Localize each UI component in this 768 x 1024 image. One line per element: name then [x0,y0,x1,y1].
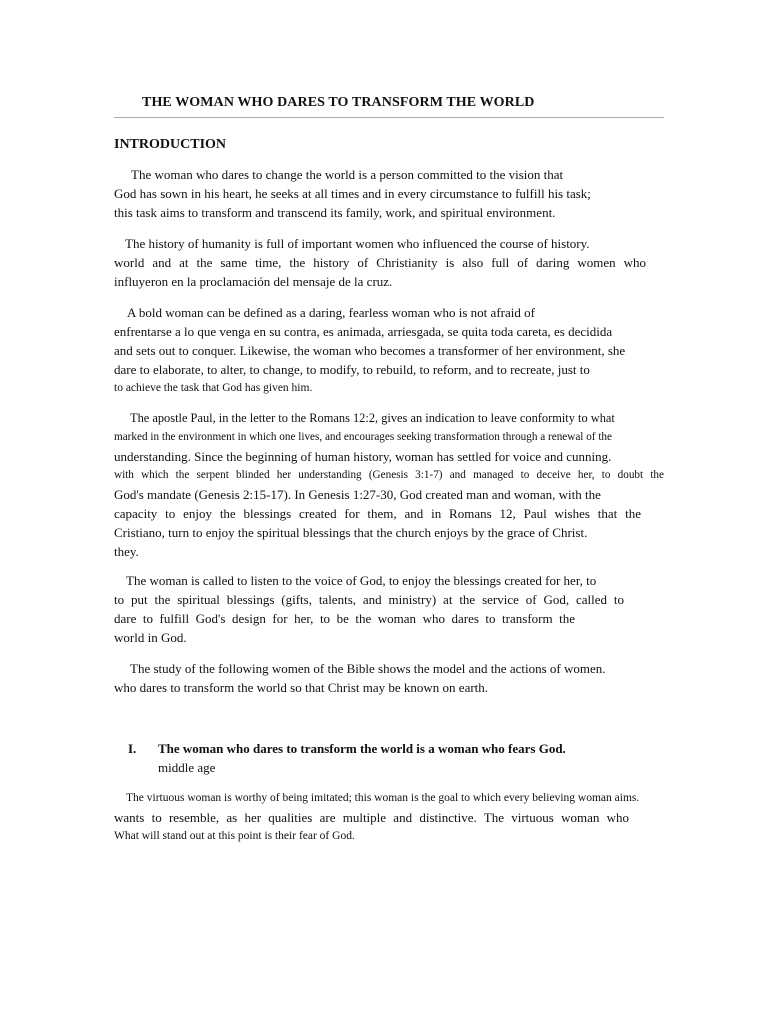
paragraph-line: dare to fulfill God's design for her, to be the woman who dares to transform the [114,611,575,626]
document-title: THE WOMAN WHO DARES TO TRANSFORM THE WORLD [142,95,535,110]
paragraph-line: with which the serpent blinded her understanding (Genesis 3:1-7) and managed to deceive her, to doubt the [114,469,664,481]
section-one-heading [128,741,566,757]
paragraph-4 [114,409,668,561]
paragraph-line: The woman who dares to change the world is a person committed to the vision that [131,167,564,182]
paragraph-line: The study of the following women of the Bible shows the model and the actions of women. [130,661,606,676]
section-numeral: I. [128,741,137,756]
paragraph-line: God's mandate (Genesis 2:15-17). In Genesis 1:27-30, God created man and woman, with the [114,487,601,502]
title-underline-rule [114,117,664,118]
paragraph-line: who dares to transform the world so that Christ may be known on earth. [114,680,489,695]
paragraph-line: enfrentarse a lo que venga en su contra, es animada, arriesgada, se quita toda careta, es decidida [114,324,613,339]
paragraph-line: marked in the environment in which one lives, and encourages seeking transformation through a renewal of the [114,431,612,443]
section-subheading: middle age [158,760,216,775]
paragraph-line: this task aims to transform and transcend its family, work, and spiritual environment. [114,205,556,220]
paragraph-line: The history of humanity is full of important women who influenced the course of history. [125,236,590,251]
paragraph-line: What will stand out at this point is their fear of God. [114,830,355,842]
paragraph-line: understanding. Since the beginning of human history, woman has settled for voice and cunning. [114,449,612,464]
paragraph-5 [114,571,646,647]
section-one-paragraph [114,789,686,846]
paragraph-line: The woman is called to listen to the voice of God, to enjoy the blessings created for her, to [126,573,597,588]
paragraph-line: world and at the same time, the history of Christianity is also full of daring women who [114,255,646,270]
paragraph-line: The virtuous woman is worthy of being imitated; this woman is the goal to which every believing woman aims. [126,792,640,804]
introduction-heading: INTRODUCTION [114,137,227,152]
paragraph-line: The apostle Paul, in the letter to the Romans 12:2, gives an indication to leave conformity to what [130,411,615,425]
paragraph-3 [114,303,646,398]
paragraph-line: capacity to enjoy the blessings created for them, and in Romans 12, Paul wishes that the [114,506,641,521]
paragraph-line: world in God. [114,630,187,645]
paragraph-line: they. [114,544,139,559]
section-heading-text: The woman who dares to transform the world is a woman who fears God. [158,741,566,756]
paragraph-line: wants to resemble, as her qualities are multiple and distinctive. The virtuous woman who [114,810,629,825]
paragraph-line: A bold woman can be defined as a daring, fearless woman who is not afraid of [127,305,535,320]
paragraph-line: to achieve the task that God has given him. [114,382,313,394]
paragraph-2 [114,234,646,291]
paragraph-line: influyeron en la proclamación del mensaje de la cruz. [114,274,393,289]
paragraph-line: dare to elaborate, to alter, to change, to modify, to rebuild, to reform, and to recreate, just to [114,362,590,377]
paragraph-line: and sets out to conquer. Likewise, the woman who becomes a transformer of her environment, she [114,343,626,358]
paragraph-line: to put the spiritual blessings (gifts, talents, and ministry) at the service of God, called to [114,592,624,607]
paragraph-6 [114,659,646,697]
paragraph-line: God has sown in his heart, he seeks at all times and in every circumstance to fulfill his task; [114,186,591,201]
paragraph-line: Cristiano, turn to enjoy the spiritual blessings that the church enjoys by the grace of Christ. [114,525,588,540]
paragraph-1 [114,165,646,222]
